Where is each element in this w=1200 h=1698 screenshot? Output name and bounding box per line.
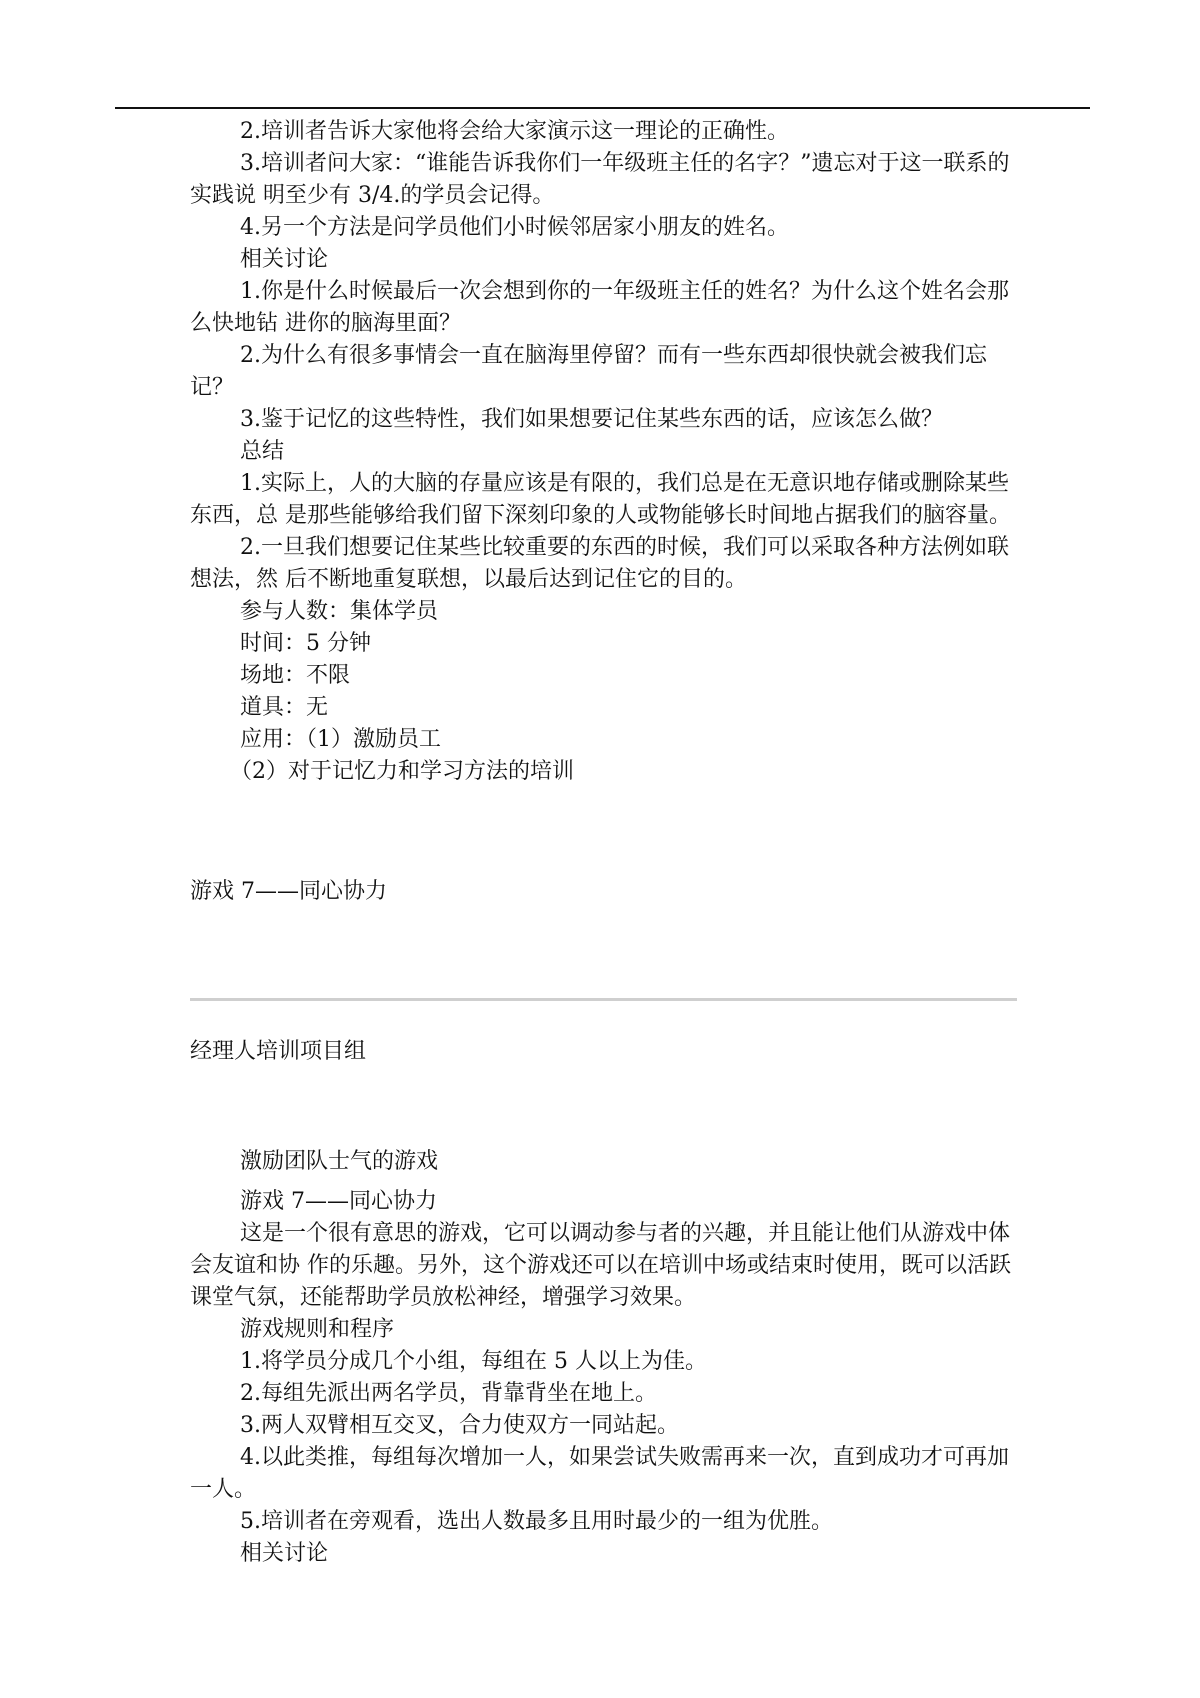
paragraph: 2.培训者告诉大家他将会给大家演示这一理论的正确性。 [240,119,789,144]
info-application: 应用：（1）激励员工 [240,727,441,752]
subheading-summary: 总结 [240,439,285,464]
info-participants: 参与人数：集体学员 [240,599,439,624]
rule-item: 3.两人双臂相互交叉，合力使双方一同站起。 [240,1413,679,1438]
paragraph: 2.为什么有很多事情会一直在脑海里停留？而有一些东西却很快就会被我们忘记？ [190,343,987,400]
paragraph: 这是一个很有意思的游戏，它可以调动参与者的兴趣，并且能让他们从游戏中体会友谊和协 作的乐趣。另外，这个游戏还可以在培训中场或结束时使用，既可以活跃课堂气氛，还能帮助学员放松神经，增强学习效果。 [190,1221,1011,1310]
rule-item: 4.以此类推，每组每次增加一人，如果尝试失败需再来一次，直到成功才可再加一人。 [190,1445,1009,1502]
paragraph: 3.培训者问大家：“谁能告诉我你们一年级班主任的名字？”遗忘对于这一联系的实践说 明至少有 3/4.的学员会记得。 [190,151,1010,208]
section-memory-game [190,116,1025,788]
subheading-discussion: 相关讨论 [240,1541,329,1566]
paragraph: 2.一旦我们想要记住某些比较重要的东西的时候，我们可以采取各种方法例如联想法，然 后不断地重复联想，以最后达到记住它的目的。 [190,535,1009,592]
paragraph: 3.鉴于记忆的这些特性，我们如果想要记住某些东西的话，应该怎么做？ [240,407,943,432]
paragraph: 4.另一个方法是问学员他们小时候邻居家小朋友的姓名。 [240,215,789,240]
info-props: 道具：无 [240,695,329,720]
rule-item: 5.培训者在旁观看，选出人数最多且用时最少的一组为优胜。 [240,1509,833,1534]
game-heading: 游戏 7——同心协力 [190,879,387,904]
rule-item: 2.每组先派出两名学员，背靠背坐在地上。 [240,1381,657,1406]
paragraph: 1.实际上，人的大脑的存量应该是有限的，我们总是在无意识地存储或删除某些东西，总 是那些能够给我们留下深刻印象的人或物能够长时间地占据我们的脑容量。 [190,471,1011,528]
subheading-rules: 游戏规则和程序 [240,1317,395,1342]
subheading-discussion: 相关讨论 [240,247,329,272]
info-application-2: （2）对于记忆力和学习方法的培训 [230,759,574,784]
section-teamwork-game [190,1146,1025,1570]
paragraph: 1.你是什么时候最后一次会想到你的一年级班主任的姓名？为什么这个姓名会那么快地钻 进你的脑海里面？ [190,279,1009,336]
game-title: 游戏 7——同心协力 [240,1189,437,1214]
header-rule [115,107,1090,109]
info-time: 时间：5 分钟 [240,631,371,656]
page-divider [190,998,1017,1001]
footer-org: 经理人培训项目组 [190,1039,367,1064]
info-venue: 场地：不限 [240,663,351,688]
rule-item: 1.将学员分成几个小组，每组在 5 人以上为佳。 [240,1349,707,1374]
section-title: 激励团队士气的游戏 [240,1149,439,1174]
